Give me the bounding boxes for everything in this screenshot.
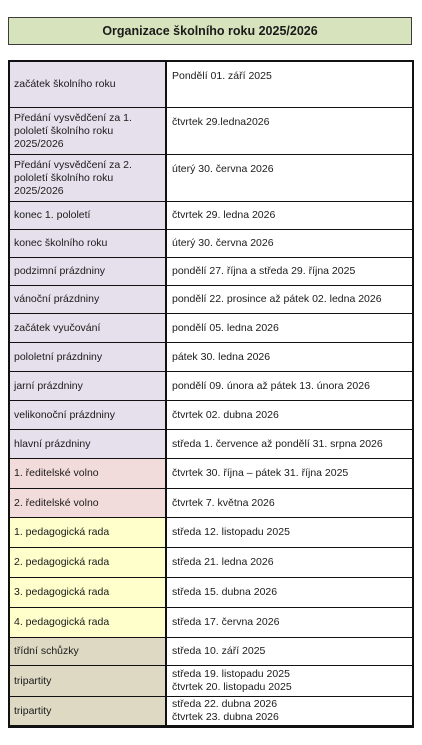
row-label: Předání vysvědčení za 1. pololetí školního roku 2025/2026 — [10, 108, 167, 154]
row-label: pololetní prázdniny — [10, 343, 167, 371]
table-row — [10, 608, 412, 638]
row-label: hlavní prázdniny — [10, 430, 167, 458]
page-title-text: Organizace školního roku 2025/2026 — [102, 24, 318, 38]
row-value: pondělí 05. ledna 2026 — [167, 314, 412, 342]
table-row — [10, 372, 412, 401]
row-value: pondělí 09. února až pátek 13. února 2026 — [167, 372, 412, 400]
row-label: začátek školního roku — [10, 62, 167, 107]
table-row — [10, 697, 412, 727]
row-value-line: čtvrtek 20. listopadu 2025 — [172, 681, 292, 693]
table-row — [10, 430, 412, 459]
row-label: tripartity — [10, 666, 167, 696]
row-value: pondělí 27. října a středa 29. října 2025 — [167, 258, 412, 285]
row-label: 3. pedagogická rada — [10, 578, 167, 607]
row-label: 4. pedagogická rada — [10, 608, 167, 637]
row-label: 2. pedagogická rada — [10, 548, 167, 577]
table-row — [10, 230, 412, 258]
row-value: úterý 30. června 2026 — [167, 230, 412, 257]
row-label: konec 1. pololetí — [10, 202, 167, 229]
table-row — [10, 108, 412, 155]
row-value: čtvrtek 02. dubna 2026 — [167, 401, 412, 429]
table-row — [10, 343, 412, 372]
table-row — [10, 459, 412, 489]
page-title — [8, 17, 412, 45]
row-value: čtvrtek 30. října – pátek 31. října 2025 — [167, 459, 412, 488]
row-label: jarní prázdniny — [10, 372, 167, 400]
row-label: začátek vyučování — [10, 314, 167, 342]
table-row — [10, 578, 412, 608]
row-value: čtvrtek 29. ledna 2026 — [167, 202, 412, 229]
row-value: středa 17. června 2026 — [167, 608, 412, 637]
row-label: třídní schůzky — [10, 638, 167, 665]
table-row — [10, 155, 412, 202]
table-row — [10, 638, 412, 666]
row-value: středa 21. ledna 2026 — [167, 548, 412, 577]
row-value — [167, 697, 412, 725]
row-label: 1. ředitelské volno — [10, 459, 167, 488]
table-row — [10, 666, 412, 697]
row-value: úterý 30. června 2026 — [167, 155, 412, 201]
school-year-table — [8, 60, 414, 728]
row-value: pátek 30. ledna 2026 — [167, 343, 412, 371]
row-value: středa 1. července až pondělí 31. srpna 2026 — [167, 430, 412, 458]
row-value-line: čtvrtek 23. dubna 2026 — [172, 711, 279, 723]
table-row — [10, 489, 412, 518]
row-value: čtvrtek 29.ledna2026 — [167, 108, 412, 154]
table-row — [10, 314, 412, 343]
row-value-line: středa 22. dubna 2026 — [172, 698, 278, 710]
row-label: velikonoční prázdniny — [10, 401, 167, 429]
table-row — [10, 518, 412, 548]
row-value: Pondělí 01. září 2025 — [167, 62, 412, 107]
row-value: středa 12. listopadu 2025 — [167, 518, 412, 547]
row-label: Předání vysvědčení za 2. pololetí školního roku 2025/2026 — [10, 155, 167, 201]
table-row — [10, 286, 412, 314]
table-row — [10, 62, 412, 108]
table-row — [10, 202, 412, 230]
row-value — [167, 666, 412, 696]
table-row — [10, 401, 412, 430]
row-label: 2. ředitelské volno — [10, 489, 167, 517]
table-row — [10, 258, 412, 286]
table-row — [10, 548, 412, 578]
row-value: středa 10. září 2025 — [167, 638, 412, 665]
row-label: tripartity — [10, 697, 167, 725]
row-label: konec školního roku — [10, 230, 167, 257]
row-label: 1. pedagogická rada — [10, 518, 167, 547]
row-value-line: středa 19. listopadu 2025 — [172, 668, 290, 680]
row-label: podzimní prázdniny — [10, 258, 167, 285]
row-value: čtvrtek 7. května 2026 — [167, 489, 412, 517]
row-label: vánoční prázdniny — [10, 286, 167, 313]
row-value: středa 15. dubna 2026 — [167, 578, 412, 607]
row-value: pondělí 22. prosince až pátek 02. ledna 2026 — [167, 286, 412, 313]
